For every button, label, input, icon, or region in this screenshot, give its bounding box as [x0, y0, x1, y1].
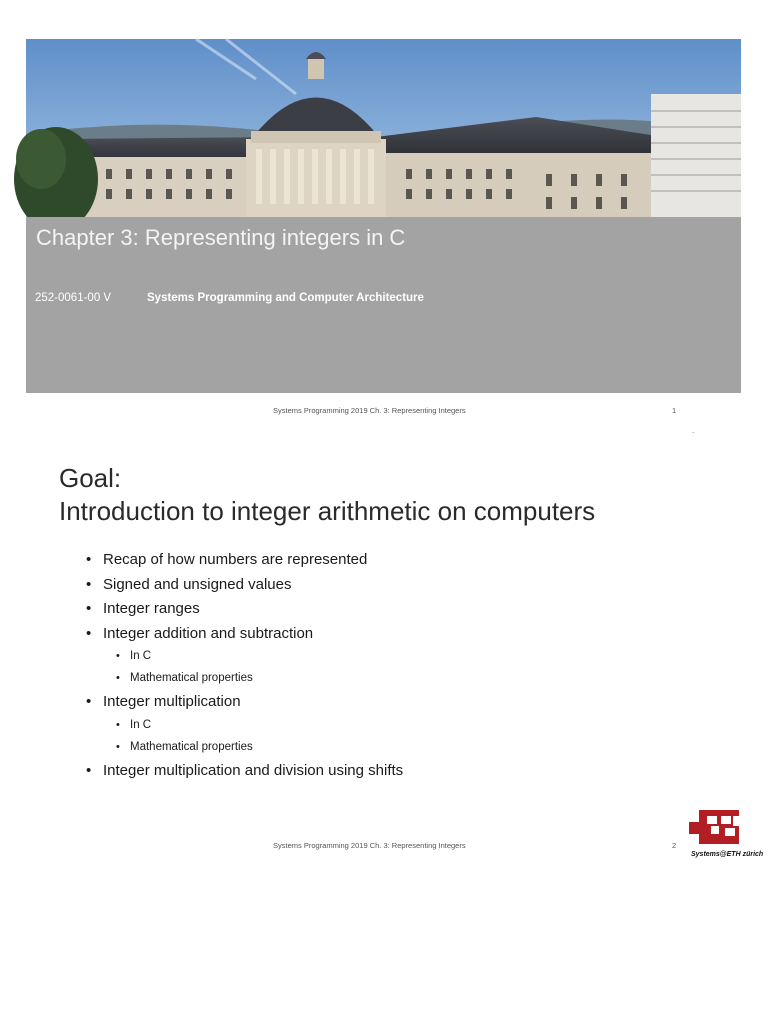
bullet-item: • Recap of how numbers are represented: [86, 550, 403, 575]
sub-bullet-item: • In C: [86, 717, 403, 739]
bullet-item: • Integer multiplication and division using shifts: [86, 761, 403, 786]
slide-heading: [59, 462, 595, 528]
page-number: 2: [672, 841, 677, 850]
sub-bullet-item: • In C: [86, 648, 403, 670]
bullet-item: • Signed and unsigned values: [86, 575, 403, 600]
bullet-item: • Integer ranges: [86, 599, 403, 624]
course-code: 252-0061-00 V: [35, 292, 112, 304]
eth-building-photo: [26, 39, 741, 217]
bullet-item: • Integer multiplication: [86, 692, 403, 717]
footer-text: Systems Programming 2019 Ch. 3: Representing Integers: [273, 841, 466, 850]
bullet-list: [86, 550, 403, 785]
course-name: Systems Programming and Computer Architecture: [147, 292, 424, 304]
heading-line-1: Goal:: [59, 463, 122, 493]
footer-text: Systems Programming 2019 Ch. 3: Representing Integers: [273, 406, 466, 415]
sub-bullet-item: • Mathematical properties: [86, 739, 403, 761]
corner-mark: .: [692, 426, 695, 435]
heading-line-2: Introduction to integer arithmetic on computers: [59, 496, 596, 526]
bullet-item: • Integer addition and subtraction: [86, 624, 403, 649]
sub-bullet-item: • Mathematical properties: [86, 670, 403, 692]
logo-text: Systems@ETH zürich: [691, 851, 764, 858]
systems-eth-logo: [689, 808, 764, 860]
slide-2: [0, 440, 768, 860]
page-number: 1: [672, 406, 677, 415]
title-band: [26, 217, 741, 393]
slide-1: [0, 0, 768, 440]
slide-title: Chapter 3: Representing integers in C: [36, 225, 406, 250]
